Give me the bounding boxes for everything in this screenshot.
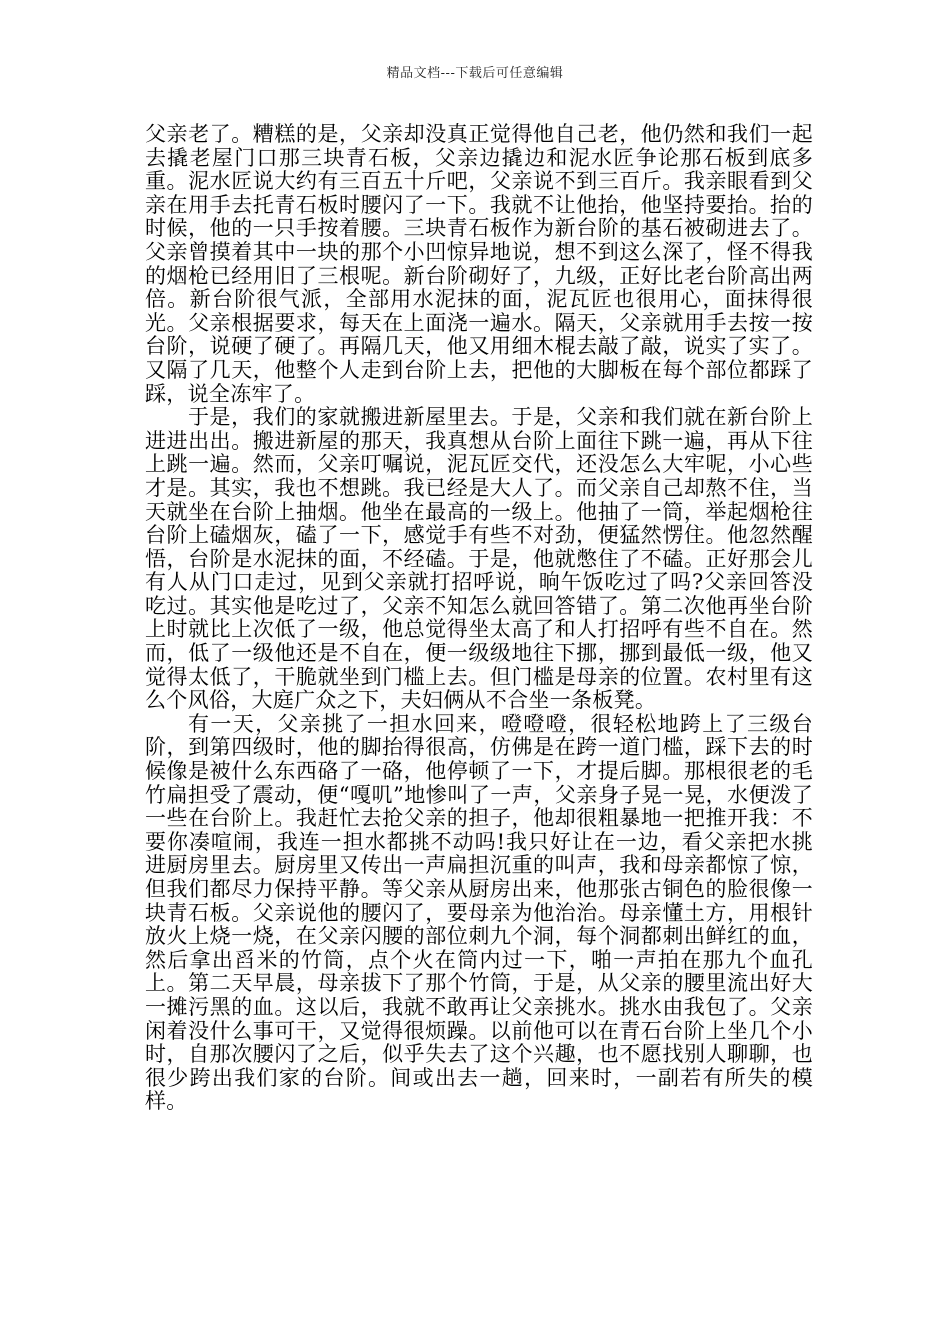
page-header: 精品文档---下载后可任意编辑 xyxy=(386,66,564,81)
document-body xyxy=(145,123,813,1114)
paragraph-3: 有一天，父亲挑了一担水回来，噔噔噔，很轻松地跨上了三级台阶，到第四级时，他的脚抬得很高，仿佛是在跨一道门槛，踩下去的时候像是被什么东西硌了一硌，他停顿了一下，才提后脚。那根很老的毛竹扁担受了震动，便“嘎叽”地惨叫了一声，父亲身子晃一晃，水便泼了一些在台阶上。我赶忙去抢父亲的担子，他却很粗暴地一把推开我：不要你凑喧闹，我连一担水都挑不动吗!我只好让在一边，看父亲把水挑进厨房里去。厨房里又传出一声扁担沉重的叫声，我和母亲都惊了惊，但我们都尽力保持平静。等父亲从厨房出来，他那张古铜色的脸很像一块青石板。父亲说他的腰闪了，要母亲为他治治。母亲懂土方，用根针放火上烧一烧，在父亲闪腰的部位刺九个洞，每个洞都刺出鲜红的血，然后拿出舀米的竹筒，点个火在筒内过一下，啪一声拍在那九个血孔上。第二天早晨，母亲拔下了那个竹筒，于是，从父亲的腰里流出好大一摊污黑的血。这以后，我就不敢再让父亲挑水。挑水由我包了。父亲闲着没什么事可干，又觉得很烦躁。以前他可以在青石台阶上坐几个小时，自那次腰闪了之后，似乎失去了这个兴趣，也不愿找别人聊聊，也很少跨出我们家的台阶。间或出去一趟，回来时，一副若有所失的模样。 xyxy=(145,711,813,1114)
paragraph-1: 父亲老了。糟糕的是，父亲却没真正觉得他自己老，他仍然和我们一起去撬老屋门口那三块青石板，父亲边撬边和泥水匠争论那石板到底多重。泥水匠说大约有三百五十斤吧，父亲说不到三百斤。我亲眼看到父亲在用手去托青石板时腰闪了一下。我就不让他抬，他坚持要抬。抬的时候，他的一只手按着腰。三块青石板作为新台阶的基石被砌进去了。父亲曾摸着其中一块的那个小凹惊异地说，想不到这么深了，怪不得我的烟枪已经用旧了三根呢。新台阶砌好了，九级，正好比老台阶高出两倍。新台阶很气派，全部用水泥抹的面，泥瓦匠也很用心，面抹得很光。父亲根据要求，每天在上面浇一遍水。隔天，父亲就用手去按一按台阶，说硬了硬了。再隔几天，他又用细木棍去敲了敲，说实了实了。又隔了几天，他整个人走到台阶上去，把他的大脚板在每个部位都踩了踩，说全冻牢了。 xyxy=(145,122,813,406)
paragraph-2: 于是，我们的家就搬进新屋里去。于是，父亲和我们就在新台阶上进进出出。搬进新屋的那天，我真想从台阶上面往下跳一遍，再从下往上跳一遍。然而，父亲叮嘱说，泥瓦匠交代，还没怎么大牢呢，小心些才是。其实，我也不想跳。我已经是大人了。而父亲自己却熬不住，当天就坐在台阶上抽烟。他坐在最高的一级上。他抽了一筒，举起烟枪往台阶上磕烟灰，磕了一下，感觉手有些不对劲，便猛然愣住。他忽然醒悟，台阶是水泥抹的面，不经磕。于是，他就憋住了不磕。正好那会儿有人从门口走过，见到父亲就打招呼说，晌午饭吃过了吗?父亲回答没吃过。其实他是吃过了，父亲不知怎么就回答错了。第二次他再坐台阶上时就比上次低了一级，他总觉得坐太高了和人打招呼有些不自在。然而，低了一级他还是不自在，便一级级地往下挪，挪到最低一级，他又觉得太低了，干脆就坐到门槛上去。但门槛是母亲的位置。农村里有这么个风俗，大庭广众之下，夫妇俩从不合坐一条板凳。 xyxy=(145,405,813,713)
